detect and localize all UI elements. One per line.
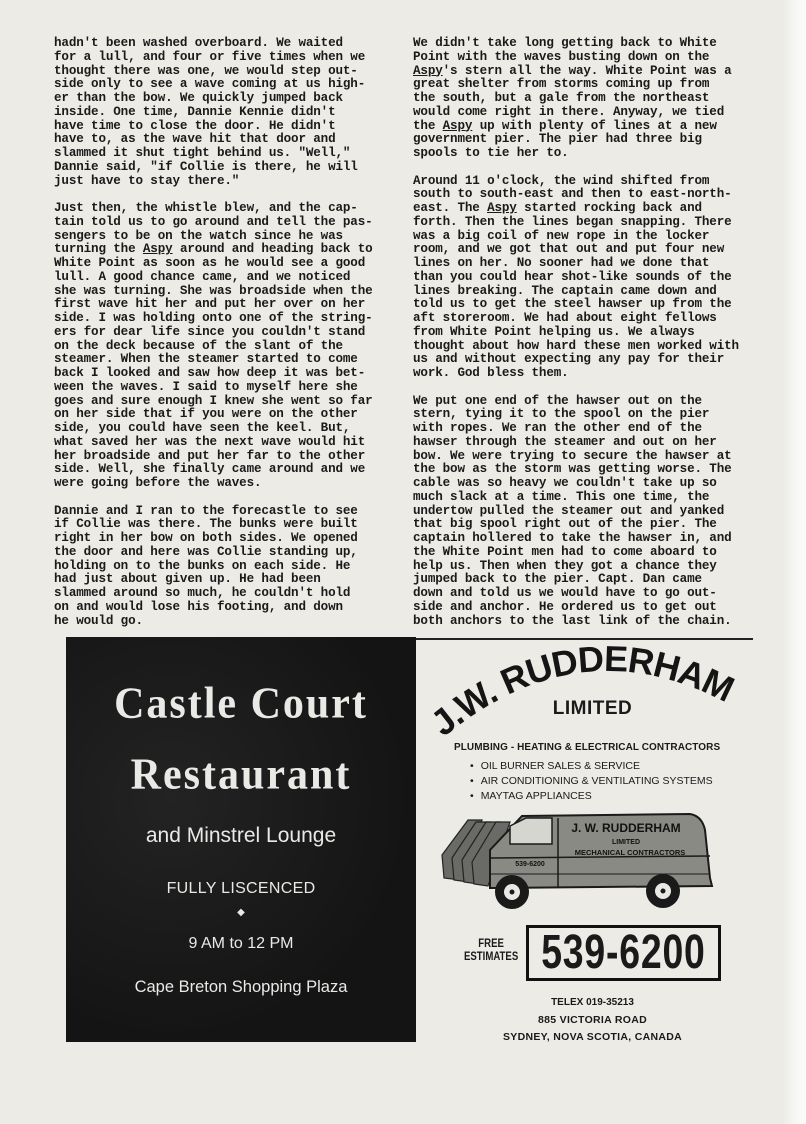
article-line: undertow pulled the steamer out and yanked — [413, 503, 725, 518]
article-paragraph — [413, 37, 773, 161]
article-line: holding on to the bunks on each side. He — [54, 558, 351, 573]
article-line: side. I was holding onto one of the string- — [54, 311, 373, 326]
article-line: have to, as the wave hit that door and — [54, 132, 336, 147]
article-line: what saved her was the next wave would hit — [54, 434, 366, 449]
ship-name-underlined: Aspy — [142, 242, 173, 257]
license-text: FULLY LISCENCED — [166, 880, 316, 897]
diamond-icon: ◆ — [237, 907, 245, 918]
article-line: thought there was one, we would step out- — [54, 63, 358, 78]
article-line: government pier. The pier had three big — [413, 132, 702, 147]
phone-number: 539-6200 — [541, 926, 706, 979]
article-line: the south, but a gale from the northeast — [413, 91, 710, 105]
article-line: ween the waves. I said to myself here she — [54, 379, 358, 394]
rudderham-ad — [420, 642, 765, 1067]
article-paragraph — [54, 505, 414, 629]
article-line: was a big coil of new rope in the locker — [413, 228, 710, 243]
article-line: turning the Aspy around and heading back to — [54, 242, 373, 257]
street-address: 885 VICTORIA ROAD — [538, 1014, 647, 1026]
free-estimates-line2: ESTIMATES — [464, 949, 519, 963]
article-line: er than the bow. We quickly jumped back — [54, 91, 343, 105]
article-line: he would go. — [54, 613, 143, 628]
article-line: from White Point helping us. We always — [413, 324, 695, 339]
article-line: Just then, the whistle blew, and the cap- — [54, 201, 358, 216]
free-estimates-line1: FREE — [478, 936, 504, 950]
article-left-column — [54, 37, 414, 642]
article-line: great shelter from storms coming up from — [413, 77, 710, 92]
article-line: would come right in there. Anyway, we tied — [413, 104, 725, 119]
article-line: cable was so heavy we couldn't take up so — [413, 476, 717, 491]
article-line: on and would lose his footing, and down — [54, 599, 343, 614]
article-line: ers for dear life since you couldn't stand — [54, 324, 366, 339]
article-line: south to south-east and then to east-north- — [413, 187, 732, 202]
article-line: We didn't take long getting back to White — [413, 36, 717, 50]
service-item: • OIL BURNER SALES & SERVICE — [470, 759, 713, 774]
article-line: her broadside and put her far to the other — [54, 448, 366, 463]
article-line: sengers to be on the watch since he was — [54, 228, 343, 243]
ship-name-underlined: Aspy — [442, 118, 473, 133]
article-line: lull. A good chance came, and we noticed — [54, 269, 351, 284]
article-line: hawser through the steamer and out on her — [413, 434, 717, 449]
phone-box — [526, 925, 721, 981]
article-line: Point with the waves busting down on the — [413, 49, 710, 64]
article-line: slammed around so much, he couldn't hold — [54, 586, 351, 601]
article-line: room, and we got that out and put four new — [413, 242, 725, 257]
article-line: told us to get the steel hawser up from the — [413, 297, 732, 312]
article-paragraph — [413, 175, 773, 381]
article-line: White Point as soon as he would see a good — [54, 256, 366, 271]
article-line: the White Point men had to come aboard to — [413, 544, 717, 559]
section-divider — [413, 638, 753, 640]
article-line: slammed it shut tight behind us. "Well," — [54, 146, 351, 160]
article-line: lines on her. No sooner had we done that — [413, 256, 710, 271]
telex-number: TELEX 019-35213 — [551, 997, 634, 1008]
van-limited: LIMITED — [612, 839, 640, 846]
lounge-subtitle: and Minstrel Lounge — [145, 824, 337, 847]
article-line: Aspy's stern all the way. White Point was a — [413, 63, 732, 78]
article-line: lines breaking. The captain came down and — [413, 283, 717, 298]
article-line: the bow as the storm was getting worse. The — [413, 462, 732, 477]
limited-label: LIMITED — [552, 698, 633, 719]
article-line: side and anchor. He ordered us to get out — [413, 599, 717, 614]
article-line: down and told us we would have to go out- — [413, 586, 717, 601]
article-paragraph — [54, 202, 414, 491]
rudderham-name: J.W. RUDDERHAM — [422, 642, 740, 744]
article-line: inside. One time, Dannie Kennie didn't — [54, 104, 336, 119]
location-text: Cape Breton Shopping Plaza — [134, 978, 348, 996]
article-line: for a lull, and four or five times when we — [54, 49, 366, 64]
article-line: have time to close the door. He didn't — [54, 118, 336, 133]
article-line: work. God bless them. — [413, 366, 569, 381]
article-line: she was turning. She was broadside when the — [54, 283, 373, 298]
article-line: if Collie was there. The bunks were built — [54, 517, 358, 532]
article-line: us and without expecting any pay for their — [413, 352, 725, 367]
article-line: tain told us to go around and tell the pas- — [54, 214, 373, 229]
ship-name-underlined: Aspy — [413, 63, 443, 78]
article-line: the Aspy up with plenty of lines at a new — [413, 118, 717, 133]
van-label: MECHANICAL CONTRACTORS — [574, 848, 686, 857]
hours-text: 9 AM to 12 PM — [188, 935, 294, 952]
article-line: both anchors to the last link of the chain. — [413, 613, 732, 628]
article-line: that big spool right out of the pier. The — [413, 517, 717, 532]
article-line: side only to see a wave coming at us high- — [54, 77, 366, 92]
article-line: had just about given up. He had been — [54, 572, 321, 587]
city-address: SYDNEY, NOVA SCOTIA, CANADA — [502, 1031, 683, 1043]
article-line: with ropes. We ran the other end of the — [413, 421, 702, 436]
article-line: help us. Then when they got a chance they — [413, 558, 717, 573]
castle-court-title: Castle Court — [114, 679, 368, 729]
article-line: goes and sure enough I knew she went so far — [54, 393, 373, 408]
castle-court-ad — [66, 637, 416, 1042]
article-line: much slack at a time. This one time, the — [413, 489, 710, 504]
van-name: J. W. RUDDERHAM — [571, 821, 681, 835]
page-edge — [782, 0, 806, 1124]
article-paragraph — [413, 395, 773, 629]
article-line: We put one end of the hawser out on the — [413, 393, 702, 408]
van-illustration-icon — [430, 800, 730, 912]
article-line: captain hollered to take the hawser in, and — [413, 531, 732, 546]
article-line: hadn't been washed overboard. We waited — [54, 36, 343, 50]
ship-name-underlined: Aspy — [487, 201, 517, 216]
svg-text:J.W. RUDDERHAM — [423, 642, 740, 744]
article-line: back I looked and saw how deep it was bet- — [54, 366, 366, 381]
article-line: the door and here was Collie standing up, — [54, 544, 358, 559]
services-list — [470, 759, 713, 804]
article-line: east. The Aspy started rocking back and — [413, 201, 702, 216]
article-line: on her side that if you were on the other — [54, 407, 358, 422]
free-estimates-label — [464, 937, 518, 963]
article-line: on the deck because of the slant of the — [54, 338, 343, 353]
article-right-column — [413, 37, 773, 642]
article-line: side. Well, she finally came around and we — [54, 462, 366, 477]
article-line: Around 11 o'clock, the wind shifted from — [413, 173, 710, 188]
article-line: first wave hit her and put her over on her — [54, 297, 366, 312]
article-line: just have to stay there." — [54, 173, 240, 188]
article-line: stern, tying it to the spool on the pier — [413, 407, 710, 422]
article-line: Dannie and I ran to the forecastle to see — [54, 503, 358, 518]
article-paragraph — [54, 37, 414, 188]
article-line: right in her bow on both sides. We opened — [54, 531, 358, 546]
service-item: • MAYTAG APPLIANCES — [470, 789, 713, 804]
article-line: Dannie said, "if Collie is there, he will — [54, 159, 358, 174]
van-phone: 539-6200 — [515, 861, 545, 868]
restaurant-title: Restaurant — [130, 750, 352, 800]
article-line: aft storeroom. We had about eight fellows — [413, 311, 717, 326]
service-item: • AIR CONDITIONING & VENTILATING SYSTEMS — [470, 774, 713, 789]
tagline: PLUMBING - HEATING & ELECTRICAL CONTRACTORS — [454, 741, 721, 753]
rudderham-logo-arc — [420, 642, 765, 752]
article-line: than you could hear shot-like sounds of the — [413, 269, 732, 284]
article-line: spools to tie her to. — [413, 146, 569, 160]
article-line: jumped back to the pier. Capt. Dan came — [413, 572, 702, 587]
article-line: thought about how hard these men worked with — [413, 338, 739, 353]
article-line: side, you could have seen the keel. But, — [54, 421, 351, 436]
article-line: forth. Then the lines began snapping. There — [413, 214, 732, 229]
article-line: steamer. When the steamer started to come — [54, 352, 358, 367]
article-line: were going before the waves. — [54, 476, 262, 491]
article-line: bow. We were trying to secure the hawser at — [413, 448, 732, 463]
